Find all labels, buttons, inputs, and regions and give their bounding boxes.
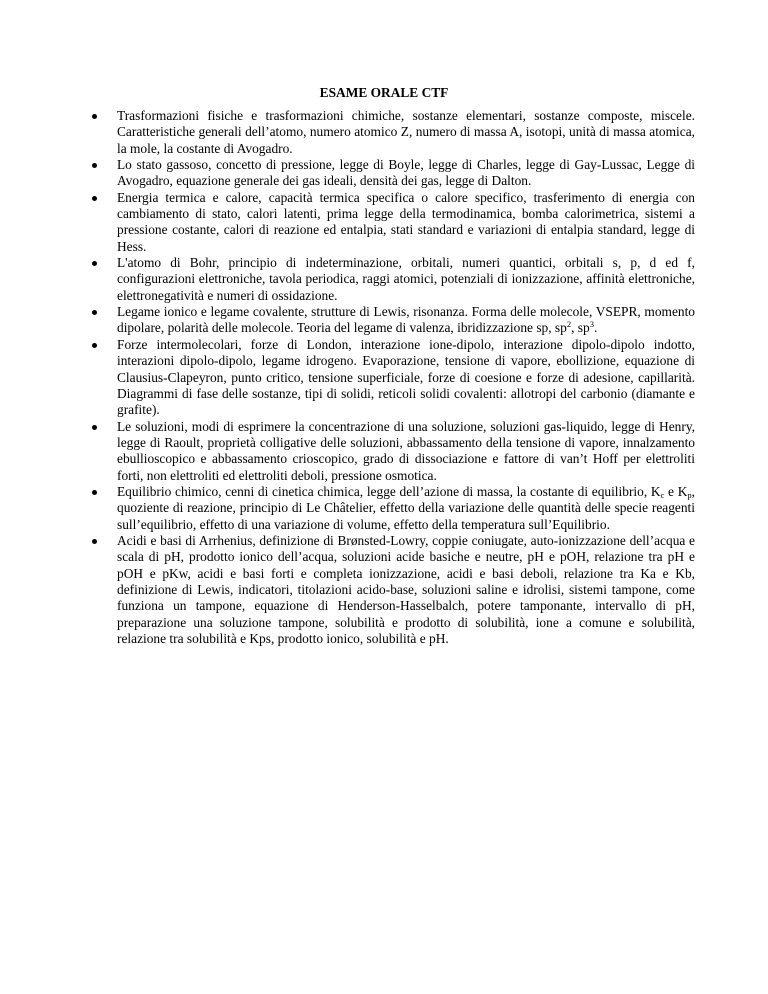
topic-item [89, 419, 695, 484]
document-title: ESAME ORALE CTF [319, 85, 449, 100]
topic-text: Lo stato gassoso, concetto di pressione, legge di Boyle, legge di Charles, legge di Gay-Lussac, Legge di Avogadro, equazione generale dei gas ideali, densità dei gas, legge di Dalton. [117, 157, 695, 189]
topic-text: Trasformazioni fisiche e trasformazioni chimiche, sostanze elementari, sostanze composte, miscele. Caratteristiche generali dell’atomo, numero atomico Z, numero di massa A, isotopi, unità di massa atomica, la mole, la costante di Avogadro. [117, 108, 695, 156]
bullet-icon [92, 114, 97, 119]
bullet-icon [92, 310, 97, 315]
topic-item [89, 304, 695, 337]
topic-text: Equilibrio chimico, cenni di cinetica chimica, legge dell’azione di massa, la costante di equilibrio, K [117, 483, 661, 499]
topic-text: , sp [571, 320, 590, 336]
subscript: p [687, 489, 692, 500]
topic-text: Energia termica e calore, capacità termica specifica o calore specifico, trasferimento di energia con cambiamento di stato, calori latenti, prima legge della termodinamica, bomba calorimetrica, sistemi a pressione costante, calori di reazione ed entalpia, stati standard e variazioni di entalpia standard, legge di Hess. [117, 189, 695, 254]
topic-item [89, 337, 695, 419]
topic-text: , quoziente di reazione, principio di Le Châtelier, effetto della variazione delle quantità delle specie reagenti sull’equilibrio, effetto di una variazione di volume, effetto della temperatura sull’Equilibrio. [117, 483, 695, 532]
superscript: 2 [566, 319, 572, 330]
bullet-icon [92, 163, 97, 168]
bullet-icon [92, 425, 97, 430]
topic-item [89, 255, 695, 304]
topic-text: e K [664, 483, 688, 499]
topic-item [89, 157, 695, 190]
topic-list [89, 108, 695, 647]
topic-text: . [593, 320, 598, 336]
subscript: c [660, 489, 665, 500]
superscript: 3 [589, 319, 594, 330]
topic-text: Acidi e basi di Arrhenius, definizione di Brønsted-Lowry, coppie coniugate, auto-ionizzazione dell’acqua e scala di pH, prodotto ionico dell’acqua, soluzioni acide basiche e neutre, pH e pOH, relazione tra pH e pOH e pKw, acidi e basi forti e completa ionizzazione, acidi e basi deboli, relazione tra Ka e Kb, definizione di Lewis, indicatori, titolazioni acido-base, soluzioni saline e idrolisi, sistemi tampone, come funziona un tampone, equazione di Henderson-Hasselbalch, potere tamponante, intervallo di pH, preparazione una soluzione tampone, solubilità e prodotto di solubilità, ione a comune e solubilità, relazione tra solubilità e Kps, prodotto ionico, solubilità e pH. [117, 532, 695, 646]
topic-text: Forze intermolecolari, forze di London, interazione ione-dipolo, interazione dipolo-dipolo indotto, interazioni dipolo-dipolo, legame idrogeno. Evaporazione, tensione di vapore, ebollizione, equazione di Clausius-Clapeyron, punto critico, tensione superficiale, forze di coesione e forze di adesione, capillarità. Diagrammi di fase delle sostanze, tipi di solidi, reticoli solidi covalenti: allotropi del carbonio (diamante e grafite). [117, 336, 695, 418]
bullet-icon [92, 539, 97, 544]
topic-text: Legame ionico e legame covalente, strutture di Lewis, risonanza. Forma delle molecole, VSEPR, momento dipolare, polarità delle molecole. Teoria del legame di valenza, ibridizzazione sp, sp [117, 304, 695, 336]
topic-text: L'atomo di Bohr, principio di indeterminazione, orbitali, numeri quantici, orbitali s, p, d ed f, configurazioni elettroniche, tavola periodica, raggi atomici, potenziali di ionizzazione, affinità elettroniche, elettronegatività e numeri di ossidazione. [117, 255, 695, 303]
bullet-icon [92, 196, 97, 201]
topic-item [89, 108, 695, 157]
topic-item [89, 484, 695, 533]
bullet-icon [92, 490, 97, 495]
bullet-icon [92, 261, 97, 266]
topic-item [89, 533, 695, 647]
topic-text: Le soluzioni, modi di esprimere la concentrazione di una soluzione, soluzioni gas-liquido, legge di Henry, legge di Raoult, proprietà colligative delle soluzioni, abbassamento della tensione di vapore, innalzamento ebullioscopico e abbassamento crioscopico, grado di dissociazione e fattore di van’t Hoff per elettroliti forti, non elettroliti ed elettroliti deboli, pressione osmotica. [117, 418, 695, 483]
topic-item [89, 190, 695, 255]
bullet-icon [92, 343, 97, 348]
